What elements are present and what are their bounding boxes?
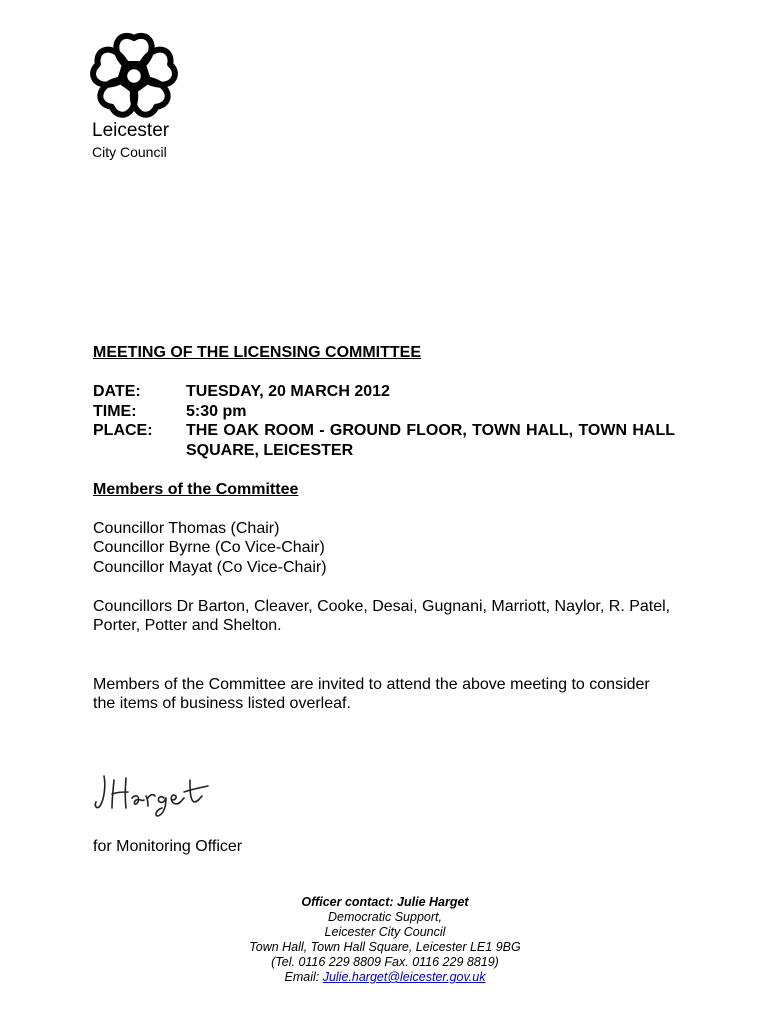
- contact-line: (Tel. 0116 229 8809 Fax. 0116 229 8819): [271, 955, 499, 969]
- meeting-title: MEETING OF THE LICENSING COMMITTEE: [93, 344, 421, 361]
- place-value: THE OAK ROOM - GROUND FLOOR, TOWN HALL, TOWN HALL SQUARE, LEICESTER: [186, 422, 675, 459]
- email-line: [200, 970, 570, 985]
- list-item: Councillor Thomas (Chair): [93, 519, 280, 537]
- logo-name: Leicester: [92, 120, 170, 141]
- place-label: PLACE:: [93, 422, 153, 439]
- rose-flower-icon: [84, 26, 184, 120]
- signature-caption: for Monitoring Officer: [93, 838, 243, 855]
- time-value: 5:30 pm: [186, 402, 247, 420]
- members-heading: Members of the Committee: [93, 480, 299, 498]
- email-link[interactable]: Julie.harget@leicester.gov.uk: [322, 970, 486, 984]
- signature: [92, 770, 242, 822]
- contact-line: Leicester City Council: [324, 925, 446, 939]
- council-logo: [84, 26, 184, 120]
- invitation-text: Members of the Committee are invited to attend the above meeting to consider the items of business listed overleaf.: [93, 675, 650, 712]
- place-row: [93, 421, 675, 460]
- contact-line: Democratic Support,: [328, 910, 442, 924]
- email-label: Email:: [284, 970, 323, 984]
- chairs-list: [93, 519, 675, 578]
- contact-line: Town Hall, Town Hall Square, Leicester LE1 9BG: [249, 940, 521, 954]
- time-label: TIME:: [93, 402, 137, 420]
- other-members: Councillors Dr Barton, Cleaver, Cooke, Desai, Gugnani, Marriott, Naylor, R. Patel, Porter, Potter and Shelton.: [93, 597, 671, 634]
- document-body: [93, 343, 675, 714]
- officer-contact: [200, 895, 570, 985]
- list-item: Councillor Mayat (Co Vice-Chair): [93, 558, 327, 576]
- date-label: DATE:: [93, 383, 141, 400]
- time-row: [93, 402, 675, 422]
- contact-name: Officer contact: Julie Harget: [301, 895, 469, 909]
- list-item: Councillor Byrne (Co Vice-Chair): [93, 539, 325, 556]
- date-value: TUESDAY, 20 MARCH 2012: [186, 383, 390, 400]
- logo-subtitle: City Council: [92, 144, 167, 160]
- date-row: [93, 382, 675, 402]
- signature-image: [92, 770, 242, 822]
